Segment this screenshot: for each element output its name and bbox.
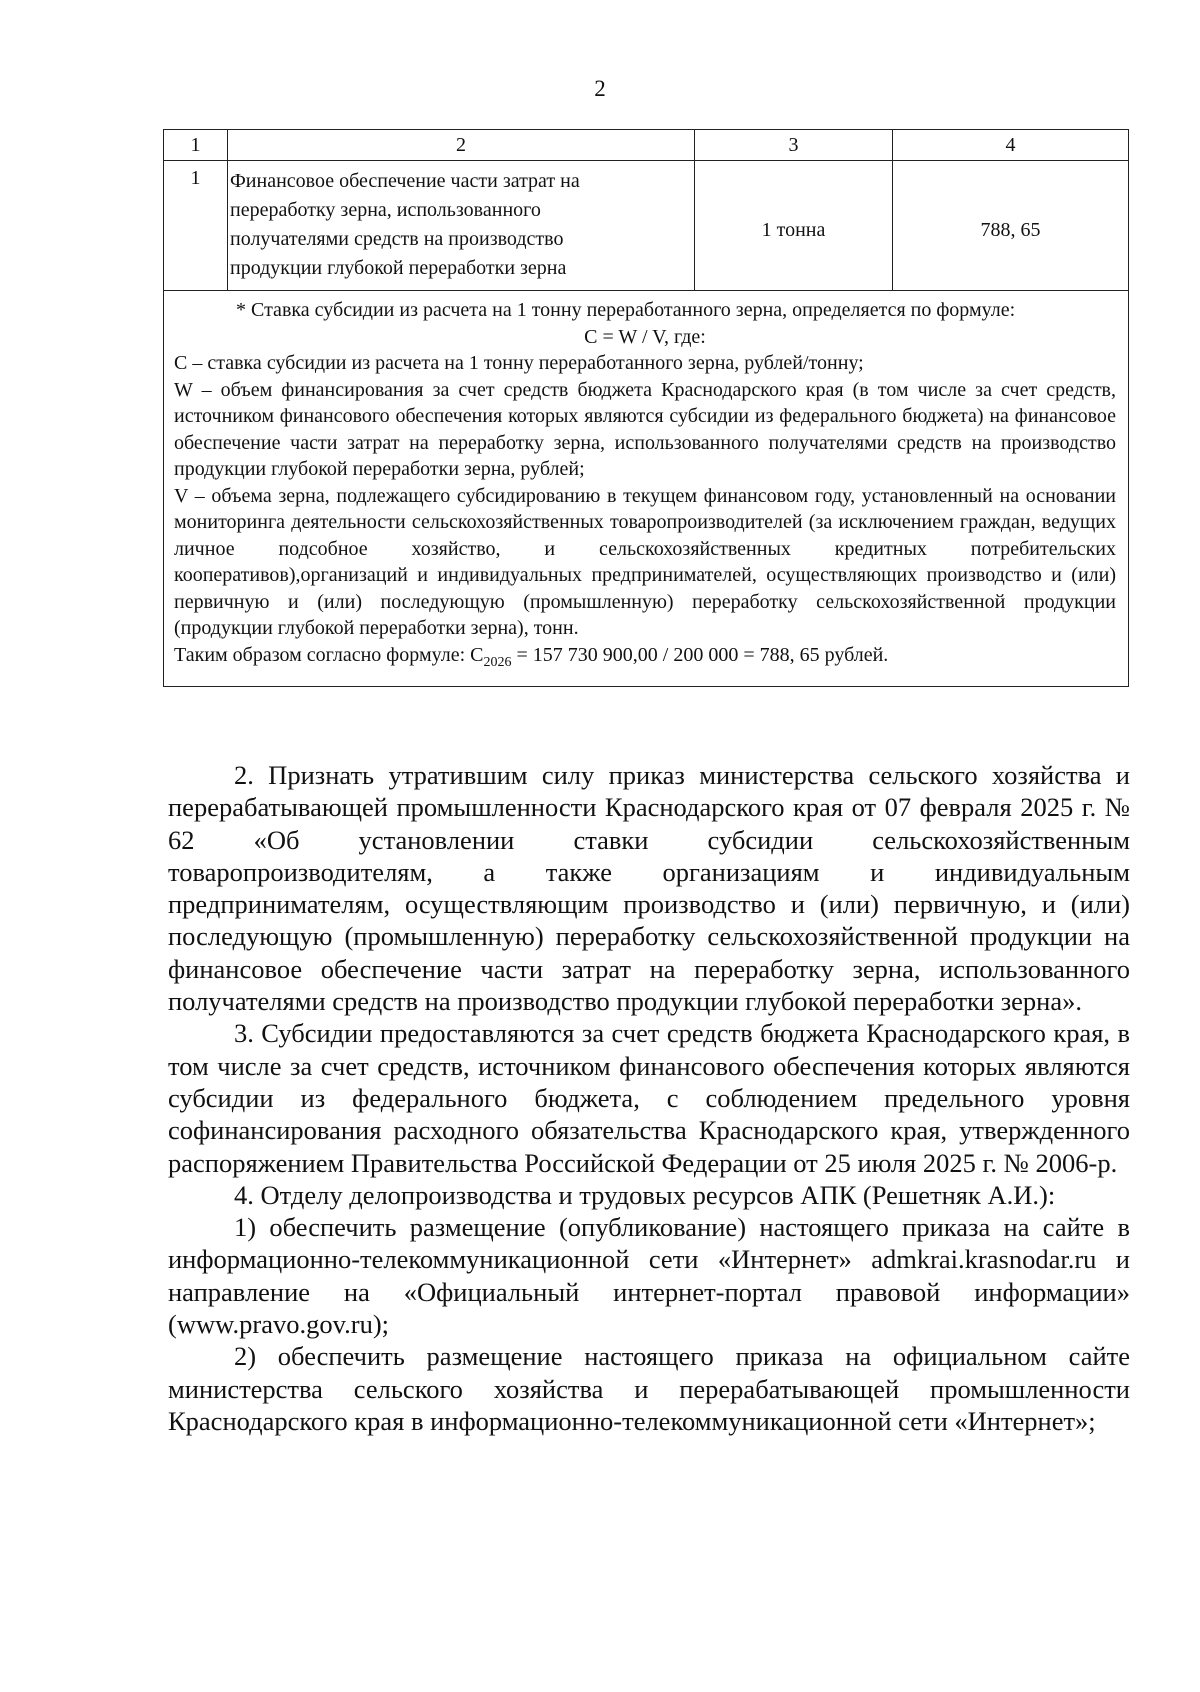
row-name-line: переработку зерна, использованного	[230, 199, 541, 221]
table-note-row	[164, 291, 1129, 687]
row-rate: 788, 65	[893, 161, 1129, 291]
note-formula: C = W / V, где:	[584, 325, 706, 348]
paragraph-3: 3. Субсидии предоставляются за счет средств бюджета Краснодарского края, в том числе за счет средств, источником финансового обеспечения которых являются субсидии из федерального бюджета, с соблюдением предельного уровня софинансирования расходного обязательства Краснодарского края, утвержденного распоряжением Правительства Российской Федерации от 25 июля 2025 г. № 2006-р.	[168, 1018, 1130, 1178]
formula-note	[164, 291, 1129, 687]
column-number-1: 1	[164, 130, 228, 161]
column-number-3: 3	[695, 130, 893, 161]
row-name	[228, 161, 695, 291]
row-number: 1	[164, 161, 228, 291]
row-unit: 1 тонна	[695, 161, 893, 291]
row-name-line: продукции глубокой переработки зерна	[230, 257, 567, 279]
note-c-definition: C – ставка субсидии из расчета на 1 тонну переработанного зерна, рублей/тонну;	[174, 352, 864, 374]
note-w-definition: W – объем финансирования за счет средств бюджета Краснодарского края (в том числе за счет средств, источником финансового обеспечения которых являются субсидии из федерального бюджета) на финансовое обеспечение части затрат на переработку зерна, использованного получателями средств на производство продукции глубокой переработки зерна, рублей;	[174, 378, 1116, 480]
paragraph-4-1: 1) обеспечить размещение (опубликование) настоящего приказа на сайте в информационно-телекоммуникационной сети «Интернет» admkrai.krasnodar.ru и направление на «Официальный интернет-портал правовой информации» (www.pravo.gov.ru);	[168, 1212, 1130, 1340]
paragraph-4: 4. Отделу делопроизводства и трудовых ресурсов АПК (Решетняк А.И.):	[234, 1179, 1056, 1210]
order-body	[168, 759, 1130, 1437]
column-number-2: 2	[228, 130, 695, 161]
note-calculation	[174, 642, 1116, 677]
note-calc-prefix: Таким образом согласно формуле: C	[174, 643, 484, 666]
table-header-row	[164, 130, 1129, 161]
column-number-4: 4	[893, 130, 1129, 161]
paragraph-4-2: 2) обеспечить размещение настоящего приказа на официальном сайте министерства сельского хозяйства и перерабатывающей промышленности Краснодарского края в информационно-телекоммуникационной сети «Интернет»;	[168, 1341, 1130, 1436]
page-number: 2	[594, 76, 606, 101]
row-name-line: получателями средств на производство	[230, 228, 564, 250]
note-calc-rest: = 157 730 900,00 / 200 000 = 788, 65 рублей.	[511, 643, 889, 666]
note-v-definition: V – объема зерна, подлежащего субсидированию в текущем финансовом году, установленный на основании мониторинга деятельности сельскохозяйственных товаропроизводителей (за исключением граждан, ведущих личное подсобное хозяйство, и сельскохозяйственных кредитных потребительских кооперативов),организаций и индивидуальных предпринимателей, осуществляющих производство и (или) первичную и (или) последующую (промышленную) переработку сельскохозяйственной продукции (продукции глубокой переработки зерна), тонн.	[174, 484, 1116, 639]
table-row	[164, 161, 1129, 291]
note-calc-subscript: 2026	[483, 654, 512, 670]
subsidy-rate-table	[163, 129, 1129, 687]
paragraph-2: 2. Признать утратившим силу приказ министерства сельского хозяйства и перерабатывающей промышленности Краснодарского края от 07 февраля 2025 г. № 62 «Об установлении ставки субсидии сельскохозяйственным товаропроизводителям, а также организациям и индивидуальным предпринимателям, осуществляющим производство и (или) первичную, и (или) последующую (промышленную) переработку сельскохозяйственной продукции на финансовое обеспечение части затрат на переработку зерна, использованного получателями средств на производство продукции глубокой переработки зерна».	[168, 760, 1130, 1017]
row-name-line: Финансовое обеспечение части затрат на	[230, 170, 580, 192]
note-intro: * Ставка субсидии из расчета на 1 тонну переработанного зерна, определяется по формуле:	[236, 299, 1016, 321]
